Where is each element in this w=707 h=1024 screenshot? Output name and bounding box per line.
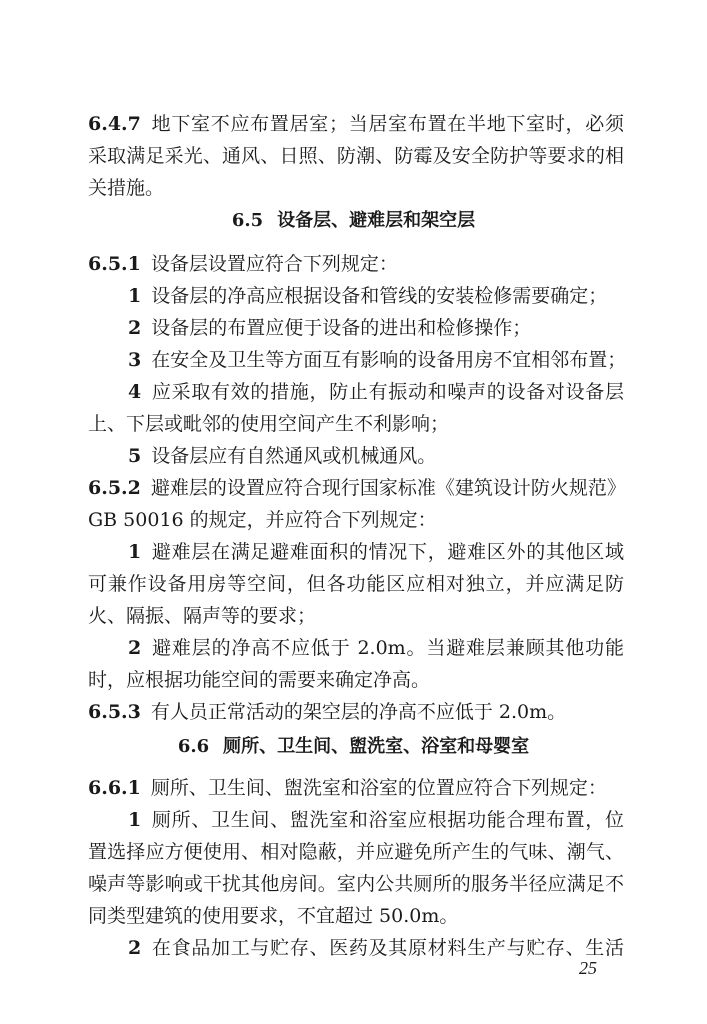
list-item: 3 在安全及卫生等方面互有影响的设备用房不宜相邻布置；	[128, 349, 627, 371]
clause-6-4-7-line-3: 关措施。	[88, 177, 165, 199]
list-item: 1 厕所、卫生间、盥洗室和浴室应根据功能合理布置，位	[128, 809, 624, 831]
list-item-continuation: 时，应根据功能空间的需要来确定净高。	[88, 669, 431, 691]
list-item-continuation: 火、隔振、隔声等的要求；	[88, 605, 317, 627]
clause-6-4-7-line-1: 6.4.7 地下室不应布置居室；当居室布置在半地下室时，必须	[88, 113, 624, 135]
clause-6-4-7-line-2: 采取满足采光、通风、日照、防潮、防霉及安全防护等要求的相	[88, 145, 624, 167]
list-item-continuation: 可兼作设备用房等空间，但各功能区应相对独立，并应满足防	[88, 573, 624, 595]
section-heading-6-5: 6.5 设备层、避难层和架空层	[231, 210, 476, 231]
clause-6-5-2-line-2: GB 50016 的规定，并应符合下列规定：	[88, 509, 437, 531]
list-item-continuation: 噪声等影响或干扰其他房间。室内公共厕所的服务半径应满足不	[88, 873, 624, 895]
list-item-continuation: 上、下层或毗邻的使用空间产生不利影响；	[88, 413, 450, 435]
list-item: 2 避难层的净高不应低于 2.0m。当避难层兼顾其他功能	[128, 637, 624, 659]
section-heading-6-6: 6.6 厕所、卫生间、盥洗室、浴室和母婴室	[177, 736, 530, 757]
list-item-continuation: 同类型建筑的使用要求，不宜超过 50.0m。	[88, 905, 459, 927]
list-item-continuation: 置选择应方便使用、相对隐蔽，并应避免所产生的气味、潮气、	[88, 841, 624, 863]
list-item: 2 在食品加工与贮存、医药及其原材料生产与贮存、生活	[128, 937, 624, 959]
list-item: 1 避难层在满足避难面积的情况下，避难区外的其他区域	[128, 541, 624, 563]
clause-6-6-1-intro: 6.6.1 厕所、卫生间、盥洗室和浴室的位置应符合下列规定：	[88, 777, 607, 799]
clause-number: 6.4.7	[88, 113, 141, 135]
clause-6-5-2-line-1: 6.5.2 避难层的设置应符合现行国家标准《建筑设计防火规范》	[88, 477, 626, 499]
clause-6-5-1-intro: 6.5.1 设备层设置应符合下列规定：	[88, 253, 398, 275]
list-item: 5 设备层应有自然通风或机械通风。	[128, 445, 437, 467]
clause-6-5-3: 6.5.3 有人员正常活动的架空层的净高不应低于 2.0m。	[88, 701, 567, 723]
list-item: 2 设备层的布置应便于设备的进出和检修操作；	[128, 317, 532, 339]
list-item: 1 设备层的净高应根据设备和管线的安装检修需要确定；	[128, 285, 608, 307]
page-number: 25	[579, 958, 597, 978]
list-item: 4 应采取有效的措施，防止有振动和噪声的设备对设备层	[128, 381, 624, 403]
